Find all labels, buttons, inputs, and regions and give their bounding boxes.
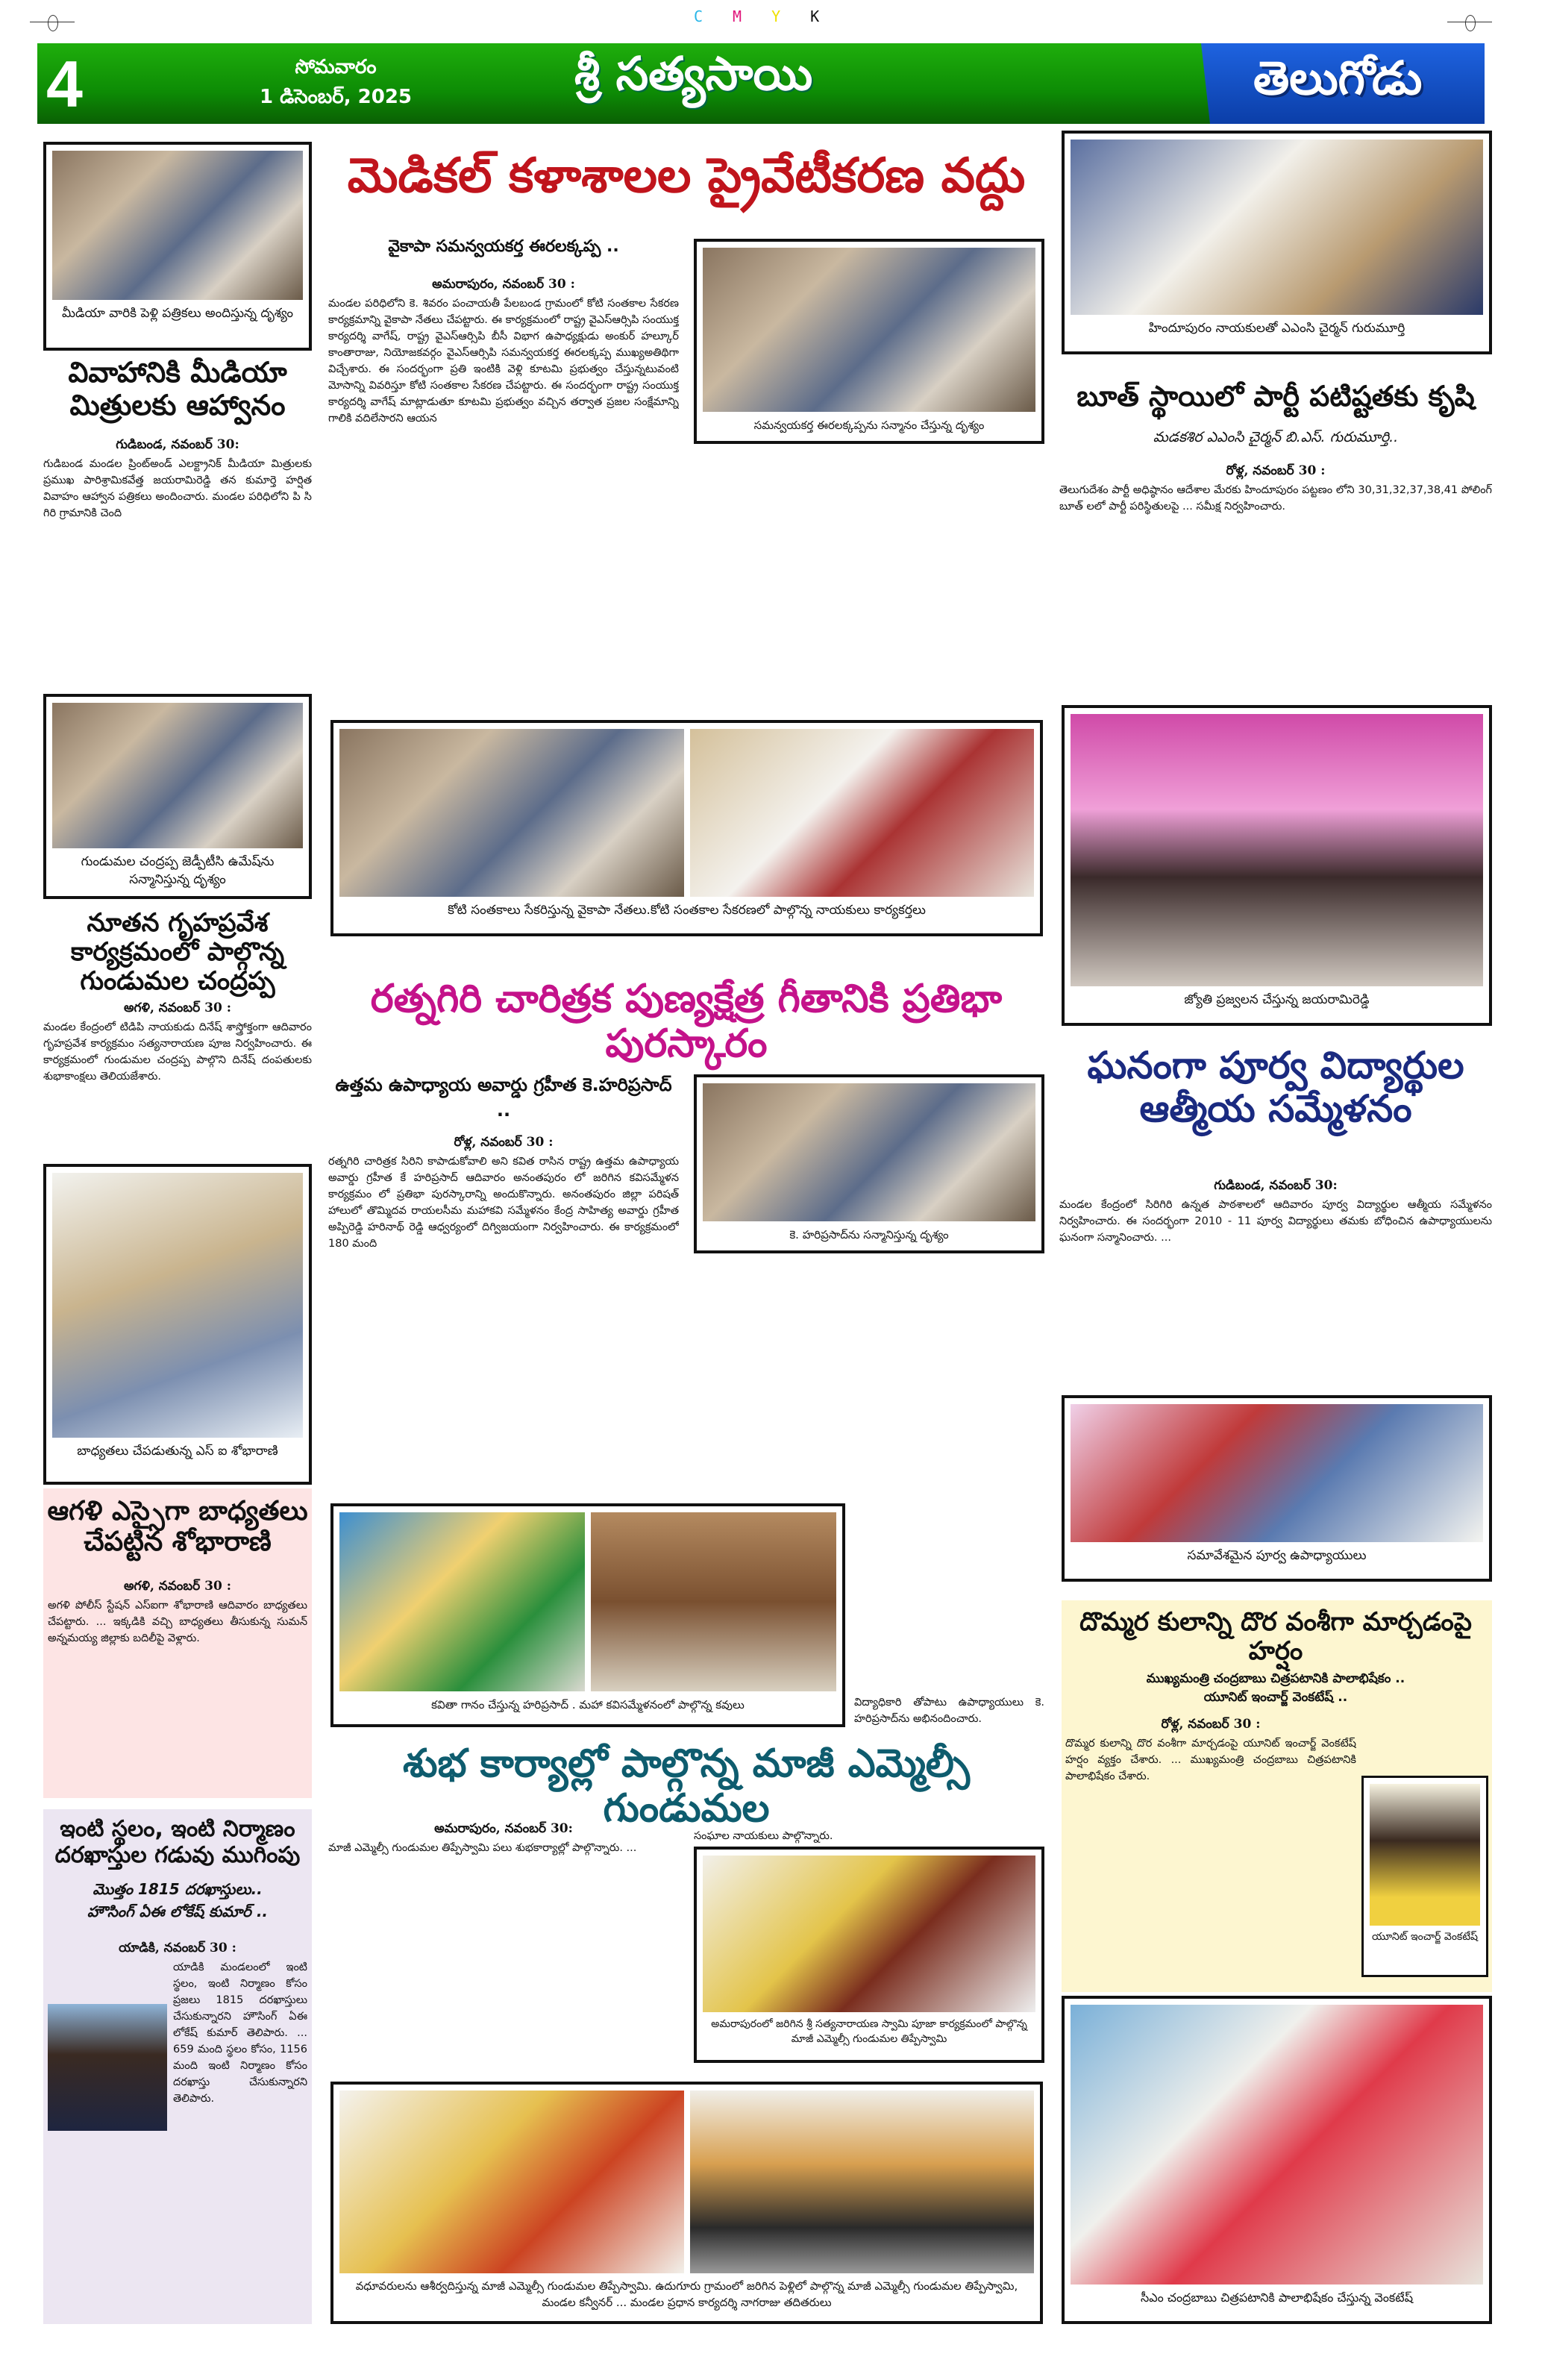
headline: ఘనంగా పూర్వ విద్యార్థుల ఆత్మీయ సమ్మేళనం	[1087, 1044, 1464, 1130]
photo-caption: కె. హరిప్రసాద్‌ను సన్మానిస్తున్న దృశ్యం	[789, 1228, 949, 1241]
page-number: 4	[46, 47, 83, 121]
photo-caption: సమన్వయకర్త ఈరలక్కప్పను సన్మానం చేస్తున్న దృశ్యం	[753, 419, 985, 432]
photo	[591, 1512, 836, 1691]
photo-caption: వధూవరులను ఆశీర్వదిస్తున్న మాజీ ఎమ్మెల్సీ గుండుమల తిప్పేస్వామి. ఉదుగూరు గ్రామంలో జరిగిన పెళ్లిలో పాల్గొన్న మాజీ ఎమ్మెల్సీ గుండుమల తిప్పేస్వామి, మండల కన్వీనర్ ... మండల ప్రధాన కార్యదర్శి నాగరాజు తదితరులు	[355, 2279, 1018, 2309]
article-body: గుడిబండ, నవంబర్ 30: మండల కేంద్రంలో సిరిగిరి ఉన్నత పాఠశాలలో ఆదివారం పూర్వ విద్యార్థుల ఆత్మీయ సమ్మేళనం నిర్వహించారు. ఈ సందర్భంగా 2010 - 11 పూర్వ విద్యార్థులు తమకు బోధించిన ఉపాధ్యాయులను ఘనంగా సన్మానించారు. ...	[1059, 1178, 1492, 1244]
photo-box	[330, 720, 1043, 936]
photo	[339, 729, 684, 897]
photo-caption: గుండుమల చంద్రప్ప జెడ్పీటీసి ఉమేష్‌ను సన్మానిస్తున్న దృశ్యం	[81, 854, 275, 887]
photo	[1071, 140, 1483, 315]
photo-box	[694, 1074, 1044, 1253]
photo-caption: అమరాపురంలో జరిగిన శ్రీ సత్యనారాయణ స్వామి పూజా కార్యక్రమంలో పాల్గొన్న మాజీ ఎమ్మెల్సీ గుండుమల తిప్పేస్వామి	[711, 2018, 1027, 2045]
photo	[690, 2091, 1035, 2273]
headline: నూతన గృహప్రవేశ కార్యక్రమంలో పాల్గొన్న గుండుమల చంద్రప్ప	[70, 908, 285, 997]
photo-box	[1062, 1996, 1492, 2324]
photo-box	[43, 142, 312, 351]
photo-box	[1062, 1395, 1492, 1582]
photo-caption: సమావేశమైన పూర్వ ఉపాధ్యాయులు	[1187, 1548, 1367, 1563]
photo-caption: హిందూపురం నాయకులతో ఎఎంసి చైర్మన్ గురుమూర్తి	[1148, 321, 1405, 336]
headline: మెడికల్ కళాశాలల ప్రైవేటీకరణ వద్దు	[347, 148, 1026, 204]
registration-mark	[30, 0, 75, 45]
photo	[52, 703, 303, 848]
photo-box	[694, 239, 1044, 444]
headline: దొమ్మర కులాన్ని దొర వంశీగా మార్చడంపై హర్షం	[1079, 1607, 1472, 1667]
photo-caption: కోటి సంతకాలు సేకరిస్తున్న వైకాపా నేతలు.కోటి సంతకాల సేకరణలో పాల్గొన్న నాయకులు కార్యకర్తలు	[448, 903, 926, 918]
cmyk-marks: CMYK	[694, 7, 850, 25]
photo	[690, 729, 1035, 897]
subheadline: వైకాపా సమన్వయకర్త ఈరలక్కప్ప ..	[388, 237, 619, 256]
article-body: రోళ్ల, నవంబర్ 30 : రత్నగిరి చారిత్రక సిరిని కాపాడుకోవాలి అని కవిత రాసిన రాష్ట్ర ఉత్తమ ఉపాధ్యాయ అవార్డు గ్రహీత కే హరిప్రసాద్ ఆదివారం అనంతపురం లో జరిగిన కవిసమ్మేళన కార్యక్రమం లో ప్రతిభా పురస్కారాన్ని అందుకొన్నారు. అనంతపురం జిల్లా పరిషత్ హాలులో తొమ్మిదవ రాయలసీమ మహాకవి సమ్మేళనం కేంద్ర సాహిత్య అవార్డు గ్రహీత అప్పిరెడ్డి హరినాథ్ రెడ్డి ఆధ్వర్యంలో దిగ్విజయంగా నిర్వహించారు. ఈ కార్యక్రమంలో 180 మంది	[328, 1135, 679, 1250]
headline: ఇంటి స్థలం, ఇంటి నిర్మాణం దరఖాస్తుల గడువు ముగింపు	[54, 1816, 301, 1868]
photo-caption: యూనిట్ ఇంచార్జ్ వెంకటేష్	[1371, 1931, 1479, 1943]
photo	[339, 1512, 585, 1691]
article-body: అగళి, నవంబర్ 30 : అగళి పోలీస్ స్టేషన్ ఎస్ఐగా శోభారాణి ఆదివారం బాధ్యతలు చేపట్టారు. ... ఇక్కడికి వచ్చి బాధ్యతలు తీసుకున్న సుమన్ అన్నమయ్య జిల్లాకు బదిలీపై వెళ్లారు.	[48, 1579, 307, 1644]
photo	[703, 1856, 1035, 2012]
portrait-photo	[48, 2004, 167, 2131]
photo-caption: బాధ్యతలు చేపడుతున్న ఎస్ ఐ శోభారాణి	[77, 1444, 278, 1459]
photo-caption: జ్యోతి ప్రజ్వలన చేస్తున్న జయరామిరెడ్డి	[1184, 992, 1370, 1007]
photo-caption: మీడియా వారికి పెళ్లి పత్రికలు అందిస్తున్న దృశ్యం	[61, 306, 293, 321]
headline: వివాహానికి మీడియా మిత్రులకు ఆహ్వానం	[68, 356, 287, 422]
photo-box	[43, 1164, 312, 1485]
subheadline: హౌసింగ్ ఏఈ లోకేష్ కుమార్ ..	[87, 1903, 269, 1920]
subheadline: మడకశిర ఎఎంసి చైర్మన్ బి.ఎస్. గురుమూర్తి..	[1153, 429, 1399, 445]
photo	[703, 1083, 1035, 1221]
photo	[1071, 2005, 1483, 2285]
article-body: రోళ్ల, నవంబర్ 30 : తెలుగుదేశం పార్టీ అధిష్ఠానం ఆదేశాల మేరకు హిందూపురం పట్టణం లోని 30,31,32,37,38,41 పోలింగ్ బూత్ లలో పార్టీ పరిస్థితులపై ... సమీక్ష నిర్వహించారు.	[1059, 463, 1492, 513]
photo	[52, 1173, 303, 1438]
photo-box	[330, 1503, 845, 1727]
edition-title: శ్రీ సత్యసాయి	[574, 46, 813, 101]
photo-caption: కవితా గానం చేస్తున్న హరిప్రసాద్ . మహా కవిసమ్మేళనంలో పాల్గొన్న కవులు	[431, 1698, 745, 1712]
registration-mark	[1447, 0, 1492, 45]
photo	[52, 151, 303, 300]
subheadline: ముఖ్యమంత్రి చంద్రబాబు చిత్రపటానికి పాలాభిషేకం ..	[1146, 1671, 1405, 1686]
portrait-photo	[1370, 1784, 1480, 1926]
headline: ఆగళి ఎస్సైగా బాధ్యతలు చేపట్టిన శోభారాణి	[47, 1496, 308, 1558]
photo-box	[1062, 705, 1492, 1026]
article-body: రోళ్ల, నవంబర్ 30 : దొమ్మర కులాన్ని దొర వంశీగా మార్చడంపై యూనిట్ ఇంచార్జ్ వెంకటేష్ హర్షం వ్యక్తం చేశారు. ... ముఖ్యమంత్రి చంద్రబాబు చిత్రపటానికి పాలాభిషేకం చేశారు.	[1065, 1717, 1356, 1782]
photo	[1071, 714, 1483, 986]
photo	[703, 248, 1035, 412]
article-body-continued: విద్యాధికారి తోపాటు ఉపాధ్యాయులు కె. హరిప్రసాద్‌ను అభినందించారు.	[854, 1697, 1044, 1725]
article-body: అగళి, నవంబర్ 30 : మండల కేంద్రంలో టిడిపి నాయకుడు దినేష్ శాస్త్రోక్తంగా ఆదివారం గృహప్రవేశ కార్యక్రమం సత్యనారాయణ పూజ నిర్వహించారు. ఈ కార్యక్రమంలో గుండుమల చంద్రప్ప పాల్గొని దినేష్ దంపతులకు శుభాకాంక్షలు తెలియజేశారు.	[43, 1000, 312, 1083]
photo-caption: సీఎం చంద్రబాబు చిత్రపటానికి పాలాభిషేకం చేస్తున్న వెంకటేష్	[1140, 2290, 1414, 2305]
subheadline: యూనిట్ ఇంచార్జ్ వెంకటేష్ ..	[1203, 1690, 1348, 1705]
subheadline: మొత్తం 1815 దరఖాస్తులు..	[93, 1880, 263, 1898]
photo-box	[330, 2082, 1043, 2324]
photo	[339, 2091, 684, 2273]
issue-date: సోమవారం 1 డిసెంబర్, 2025	[259, 56, 413, 108]
photo-box	[694, 1847, 1044, 2063]
photo-box	[1062, 131, 1492, 354]
article-body: గుడిబండ, నవంబర్ 30: గుడిబండ మండల ప్రింట్అండ్ ఎలక్ట్రానిక్ మీడియా మిత్రులకు ప్రముఖ పారిశ్రామికవేత్త జయరామిరెడ్డి తన కుమార్తె హర్షిత వివాహం ఆహ్వాన పత్రికలు అందించారు. మండల పరిధిలోని పి సి గిరి గ్రామానికి చెంది	[43, 437, 312, 519]
article-body: అమరాపురం, నవంబర్ 30 : మండల పరిధిలోని కె. శివరం పంచాయతీ పేలబండ గ్రామంలో కోటి సంతకాల సేకరణ కార్యక్రమాన్ని వైకాపా నేతలు చేపట్టారు. ఈ కార్యక్రమంలో రాష్ట్ర వైఎస్ఆర్సిపి సంయుక్త కార్యదర్శి వాగేష్, రాష్ట్ర వైఎస్ఆర్సిపి బీసీ విభాగ ఉపాధ్యక్షుడు అంకుర్ హల్కూర్ కాంతారాజు, నియోజకవర్గం వైఎస్ఆర్సిపి సమన్వయకర్త ఈరలక్కప్ప ముఖ్యఅతిథిగా విచ్చేశారు. ఈ సందర్భంగా ప్రతి ఇంటికి వెళ్లి కూటమి ప్రభుత్వం చేస్తున్నటువంటి మోసాన్ని వివరిస్తూ కోటి సంతకాల సేకరణ చేపట్టారు. ఈ సందర్భంగా రాష్ట్ర సంయుక్త కార్యదర్శి వాగేష్ మాట్లాడుతూ కూటమి ప్రభుత్వం వచ్చిన తర్వాత ప్రజల సంక్షేమాన్ని గాలికి వదిలేసారని ఆయన	[328, 277, 679, 425]
photo	[1071, 1404, 1483, 1542]
headline: బూత్ స్థాయిలో పార్టీ పటిష్టతకు కృషి	[1076, 380, 1475, 413]
newspaper-logo: తెలుగోడు	[1253, 51, 1423, 105]
headline: రత్నగిరి చారిత్రక పుణ్యక్షేత్ర గీతానికి ప్రతిభా పురస్కారం	[370, 977, 1003, 1066]
photo-box	[43, 694, 312, 899]
photo-box	[1361, 1776, 1488, 1977]
article-body: యాడికి, నవంబర్ 30 : యాడికి మండలంలో ఇంటి స్థలం, ఇంటి నిర్మాణం కోసం ప్రజలు 1815 దరఖాస్తులు చేసుకున్నారని హౌసింగ్ ఏఈ లోకేష్ కుమార్ తెలిపారు. ... 659 మంది స్థలం కోసం, 1156 మంది ఇంటి నిర్మాణం కోసం దరఖాస్తు చేసుకున్నారని తెలిపారు.	[48, 1940, 307, 2317]
headline: శుభ కార్యాల్లో పాల్గొన్న మాజీ ఎమ్మెల్సీ గుండుమల	[402, 1741, 971, 1831]
article-body-continued: సంఘాల నాయకులు పాల్గొన్నారు.	[694, 1830, 833, 1842]
article-body: అమరాపురం, నవంబర్ 30: మాజీ ఎమ్మెల్సీ గుండుమల తిప్పేస్వామి పలు శుభకార్యాల్లో పాల్గొన్నారు. ...	[328, 1821, 637, 1854]
subheadline: ఉత్తమ ఉపాధ్యాయ అవార్డు గ్రహీత కె.హరిప్రసాద్ ..	[335, 1074, 672, 1121]
